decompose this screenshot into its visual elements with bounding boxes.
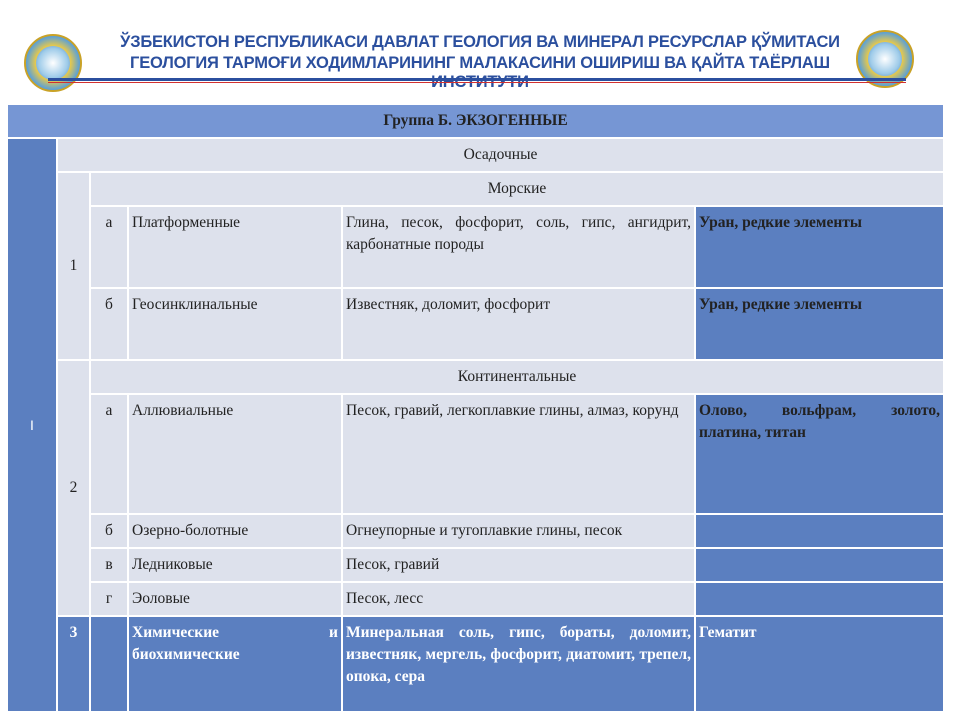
table-row — [7, 616, 944, 712]
row-letter: б — [90, 514, 128, 548]
header-divider-red — [48, 82, 906, 83]
row-type: Геосинклинальные — [128, 288, 342, 360]
table-row — [7, 206, 944, 288]
row-letter: в — [90, 548, 128, 582]
row-type: Химические и биохимические — [128, 616, 342, 712]
slide-header — [0, 0, 960, 100]
sub3-number: 3 — [57, 616, 90, 712]
sub2-title: Континентальные — [90, 360, 944, 394]
row-ore — [695, 582, 944, 616]
row-letter: г — [90, 582, 128, 616]
row-minerals: Минеральная соль, гипс, бораты, доломит, известняк, мергель, фосфорит, диатомит, трепел, опока, сера — [342, 616, 695, 712]
sub1-title: Морские — [90, 172, 944, 206]
table-row — [7, 582, 944, 616]
row-letter: а — [90, 394, 128, 514]
header-line-2: ГЕОЛОГИЯ ТАРМОҒИ ХОДИМЛАРИНИНГ МАЛАКАСИНИ ОШИРИШ ВА ҚАЙТА ТАЁРЛАШ — [130, 54, 830, 72]
row-ore — [695, 514, 944, 548]
row-letter — [90, 616, 128, 712]
row-minerals: Песок, лесс — [342, 582, 695, 616]
row-ore: Олово, вольфрам, золото, платина, титан — [695, 394, 944, 514]
classification-table — [6, 103, 945, 713]
sub2-number: 2 — [57, 360, 90, 616]
row-letter: б — [90, 288, 128, 360]
row-type: Эоловые — [128, 582, 342, 616]
row-minerals: Песок, гравий, легкоплавкие глины, алмаз, корунд — [342, 394, 695, 514]
header-divider — [48, 78, 906, 81]
row-type: Платформенные — [128, 206, 342, 288]
row-type: Ледниковые — [128, 548, 342, 582]
table-row — [7, 288, 944, 360]
row-minerals: Известняк, доломит, фосфорит — [342, 288, 695, 360]
roman-numeral: I — [7, 138, 57, 712]
row-ore: Уран, редкие элементы — [695, 206, 944, 288]
row-type: Озерно-болотные — [128, 514, 342, 548]
row-ore — [695, 548, 944, 582]
sub1-number: 1 — [57, 172, 90, 360]
table-row — [7, 394, 944, 514]
group-title: Группа Б. ЭКЗОГЕННЫЕ — [7, 104, 944, 138]
header-line-1: ЎЗБЕКИСТОН РЕСПУБЛИКАСИ ДАВЛАТ ГЕОЛОГИЯ ВА МИНЕРАЛ РЕСУРСЛАР ҚЎМИТАСИ — [120, 33, 840, 51]
row-minerals: Песок, гравий — [342, 548, 695, 582]
row-minerals: Глина, песок, фосфорит, соль, гипс, ангидрит, карбонатные породы — [342, 206, 695, 288]
row-letter: а — [90, 206, 128, 288]
row-type: Аллювиальные — [128, 394, 342, 514]
table-row — [7, 514, 944, 548]
row-minerals: Огнеупорные и тугоплавкие глины, песок — [342, 514, 695, 548]
emblem-left-icon — [24, 34, 82, 92]
table-row — [7, 548, 944, 582]
row-ore: Гематит — [695, 616, 944, 712]
row-ore: Уран, редкие элементы — [695, 288, 944, 360]
section-title: Осадочные — [57, 138, 944, 172]
